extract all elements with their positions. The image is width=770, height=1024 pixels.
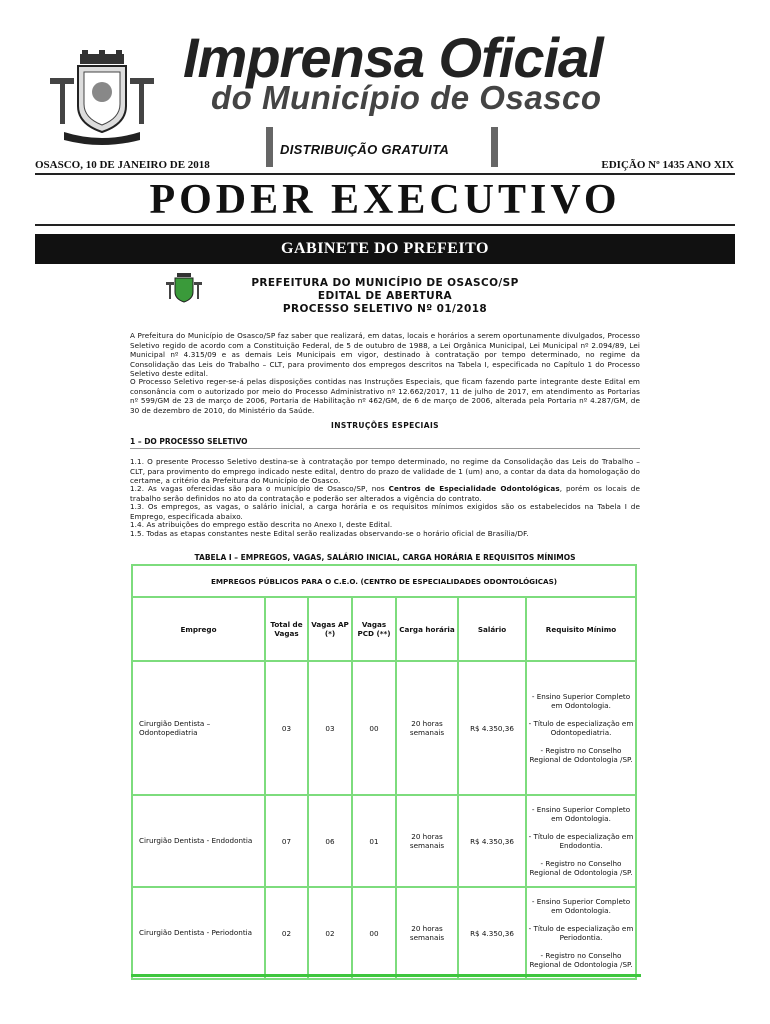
department-banner: GABINETE DO PREFEITO [35,234,735,264]
doc-heading-edital: EDITAL DE ABERTURA [317,290,453,302]
cell-salario: R$ 4.350,36 [458,795,526,887]
coat-of-arms-logo [44,48,160,148]
distribution-label: DISTRIBUIÇÃO GRATUITA [280,142,450,157]
cell-requisito: - Ensino Superior Completo em Odontologia. - Título de especialização em Periodontia. - Registro no Conselho Regional de Odontologia /SP. [526,887,636,979]
intro-paragraph-2: O Processo Seletivo reger-se-á pelas disposições contidas nas Instruções Especiais, que ficam fazendo parte integrante deste Edital em consonância com o autorizado por meio do Processo Administrativo nº 12.662/2017, 11 de julho de 2017, em atendimento as Portarias nº 599/GM de 23 de março de 2006, Portaria de Habilitação nº 462/GM, de 6 de março de 2006, alterada pela Portaria nº 4.287/GM, de 30 de dezembro de 2010, do Ministério da Saúde. [130,377,640,415]
cell-pcd: 00 [352,661,396,795]
col-header-requisito: Requisito Mínimo [526,597,636,661]
masthead-divider-bottom [35,224,735,226]
cell-requisito: - Ensino Superior Completo em Odontologia. - Título de especialização em Endodontia. - Registro no Conselho Regional de Odontologia /SP. [526,795,636,887]
cell-carga: 20 horas semanais [396,795,458,887]
cell-emprego: Cirurgião Dentista - Periodontia [132,887,265,979]
cell-salario: R$ 4.350,36 [458,887,526,979]
cell-ap: 06 [308,795,352,887]
issue-edition: EDIÇÃO Nº 1435 ANO XIX [601,159,734,171]
col-header-carga: Carga horária [396,597,458,661]
section-1-title: 1 – DO PROCESSO SELETIVO [130,437,248,446]
masthead-title: Imprensa Oficial [183,26,603,89]
col-header-total: Total de Vagas [265,597,308,661]
cell-ap: 03 [308,661,352,795]
table-row [132,887,636,979]
cell-pcd: 00 [352,887,396,979]
item-1-5: 1.5. Todas as etapas constantes neste Edital serão realizadas observando-se o horário oficial de Brasília/DF. [130,529,529,538]
cell-total: 07 [265,795,308,887]
table-row [132,661,636,795]
col-header-ap: Vagas AP (*) [308,597,352,661]
masthead-divider-top [35,173,735,175]
table-caption: EMPREGOS PÚBLICOS PARA O C.E.O. (CENTRO DE ESPECIALIDADES ODONTOLÓGICAS) [132,565,636,597]
jobs-table [131,564,637,980]
table-title: TABELA I – EMPREGOS, VAGAS, SALÁRIO INICIAL, CARGA HORÁRIA E REQUISITOS MÍNIMOS [194,553,576,562]
doc-heading-municipality: PREFEITURA DO MUNICÍPIO DE OSASCO/SP [251,277,519,289]
issue-date: OSASCO, 10 DE JANEIRO DE 2018 [35,159,210,171]
item-1-1: 1.1. O presente Processo Seletivo destina-se à contratação por tempo determinado, no regime da Consolidação das Leis do Trabalho – CLT, para provimento do emprego indicado neste edital, dentro do prazo de validade de 1 (um) ano, a contar da data da homologação do certame, a critério da Prefeitura do Município de Osasco. [130,457,640,486]
col-header-emprego: Emprego [132,597,265,661]
section-title: PODER EXECUTIVO [149,177,621,223]
cell-ap: 02 [308,887,352,979]
distribution-box [266,127,498,167]
cell-emprego: Cirurgião Dentista - Endodontia [132,795,265,887]
cell-total: 02 [265,887,308,979]
item-1-3: 1.3. Os empregos, as vagas, o salário inicial, a carga horária e os requisitos mínimos exigidos são os estabelecidos na Tabela I de Emprego, especificada abaixo. [130,502,640,521]
cell-salario: R$ 4.350,36 [458,661,526,795]
cell-carga: 20 horas semanais [396,887,458,979]
masthead-subtitle: do Município de Osasco [211,79,602,116]
cell-carga: 20 horas semanais [396,661,458,795]
item-1-2: 1.2. As vagas oferecidas são para o município de Osasco/SP, nos Centros de Especialidade Odontológicas, porém os locais de trabalho serão definidos no ato da contratação e poderão ser alterados a vigência do contrato. [130,484,640,503]
section-1-rule [130,448,640,449]
cell-total: 03 [265,661,308,795]
table-row [132,795,636,887]
item-1-4: 1.4. As atribuições do emprego estão descrita no Anexo I, deste Edital. [130,520,393,529]
cell-requisito: - Ensino Superior Completo em Odontologia. - Título de especialização em Odontopediatria. - Registro no Conselho Regional de Odontologia /SP. [526,661,636,795]
instructions-title: INSTRUÇÕES ESPECIAIS [331,421,439,430]
footer-green-rule [131,974,641,977]
doc-heading-process: PROCESSO SELETIVO Nº 01/2018 [282,303,488,315]
cell-emprego: Cirurgião Dentista – Odontopediatria [132,661,265,795]
cell-pcd: 01 [352,795,396,887]
col-header-pcd: Vagas PCD (**) [352,597,396,661]
col-header-salario: Salário [458,597,526,661]
intro-paragraph-1: A Prefeitura do Município de Osasco/SP faz saber que realizará, em datas, locais e horários a serem oportunamente divulgados, Processo Seletivo regido de acordo com a Constituição Federal, de 5 de outubro de 1988, a Lei Orgânica Municipal, Lei Municipal nº 2.094/89, Lei Municipal nº 4.315/09 e as demais Leis Municipais em vigor, destinado à contratação por tempo determinado, no regime da Consolidação das Leis do Trabalho – CLT, para provimento dos empregos descritos na Tabela I, especificada no Capítulo 1 do Processo Seletivo deste edital. [130,331,640,379]
